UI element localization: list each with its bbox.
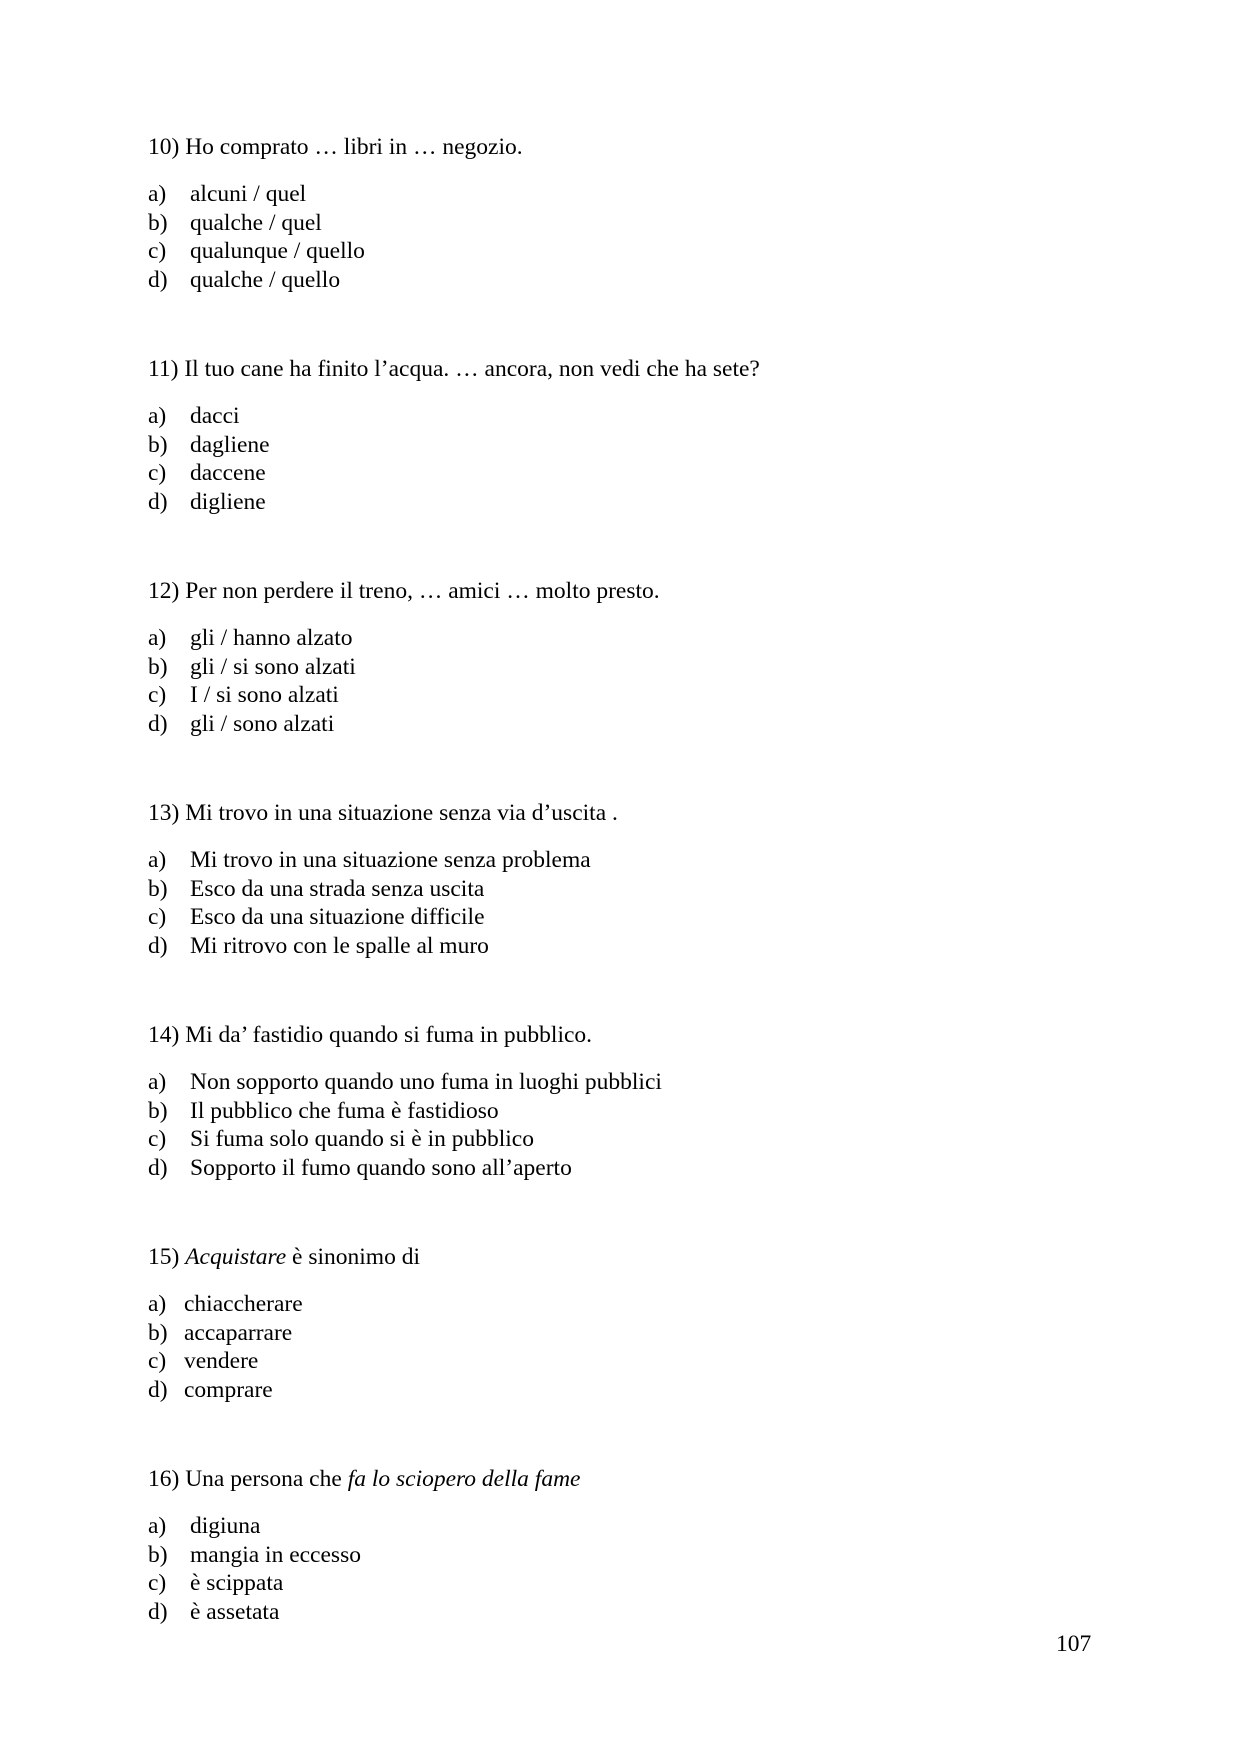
question-text: 14) Mi da’ fastidio quando si fuma in pubblico.	[148, 1022, 593, 1048]
question-text: 12) Per non perdere il treno, … amici … molto presto.	[148, 578, 660, 604]
option-c: c) Si fuma solo quando si è in pubblico	[148, 1126, 534, 1153]
answer-options	[148, 1068, 1108, 1183]
question-10	[148, 133, 1108, 295]
option-a: a) Non sopporto quando uno fuma in luoghi pubblici	[148, 1069, 662, 1095]
answer-options	[148, 1512, 1108, 1627]
option-b: b) gli / si sono alzati	[148, 653, 356, 680]
question-11	[148, 355, 1108, 517]
option-b: b) Il pubblico che fuma è fastidioso	[148, 1097, 499, 1124]
option-a: a) gli / hanno alzato	[148, 625, 353, 651]
answer-options	[148, 402, 1108, 517]
option-b: b) qualche / quel	[148, 209, 322, 236]
option-a: a) alcuni / quel	[148, 181, 307, 207]
question-text: 13) Mi trovo in una situazione senza via d’uscita .	[148, 800, 618, 826]
question-12	[148, 577, 1108, 739]
option-c: c) daccene	[148, 460, 266, 487]
option-d: d) Mi ritrovo con le spalle al muro	[148, 933, 489, 960]
option-d: d) Sopporto il fumo quando sono all’aperto	[148, 1155, 572, 1182]
option-b: b) Esco da una strada senza uscita	[148, 875, 485, 902]
option-c: c) vendere	[148, 1348, 259, 1375]
answer-options	[148, 180, 1108, 295]
question-15	[148, 1243, 1108, 1405]
option-c: c) Esco da una situazione difficile	[148, 904, 485, 931]
option-d: d) comprare	[148, 1377, 273, 1404]
question-text: 15) Acquistare è sinonimo di	[148, 1244, 420, 1270]
option-a: a) dacci	[148, 403, 240, 429]
question-text: 10) Ho comprato … libri in … negozio.	[148, 134, 523, 160]
option-b: b) dagliene	[148, 431, 270, 458]
question-text: 11) Il tuo cane ha finito l’acqua. … ancora, non vedi che ha sete?	[148, 356, 760, 382]
italic-term: Acquistare	[185, 1244, 287, 1270]
option-b: b) accaparrare	[148, 1319, 293, 1346]
question-14	[148, 1021, 1108, 1183]
option-a: a) chiaccherare	[148, 1291, 303, 1317]
option-c: c) qualunque / quello	[148, 238, 365, 265]
italic-term: fa lo sciopero della fame	[347, 1466, 581, 1492]
answer-options	[148, 846, 1108, 961]
page-number: 107	[1056, 1631, 1092, 1657]
option-a: a) Mi trovo in una situazione senza problema	[148, 847, 591, 873]
option-d: d) qualche / quello	[148, 267, 341, 294]
answer-options	[148, 1290, 1108, 1405]
option-c: c) I / si sono alzati	[148, 682, 339, 709]
option-b: b) mangia in eccesso	[148, 1541, 361, 1568]
question-text: 16) Una persona che fa lo sciopero della fame	[148, 1466, 581, 1492]
answer-options	[148, 624, 1108, 739]
option-c: c) è scippata	[148, 1570, 284, 1597]
question-13	[148, 799, 1108, 961]
option-d: d) gli / sono alzati	[148, 711, 335, 738]
option-d: d) è assetata	[148, 1599, 280, 1626]
option-a: a) digiuna	[148, 1513, 261, 1539]
option-d: d) digliene	[148, 489, 266, 516]
question-16	[148, 1465, 1108, 1627]
